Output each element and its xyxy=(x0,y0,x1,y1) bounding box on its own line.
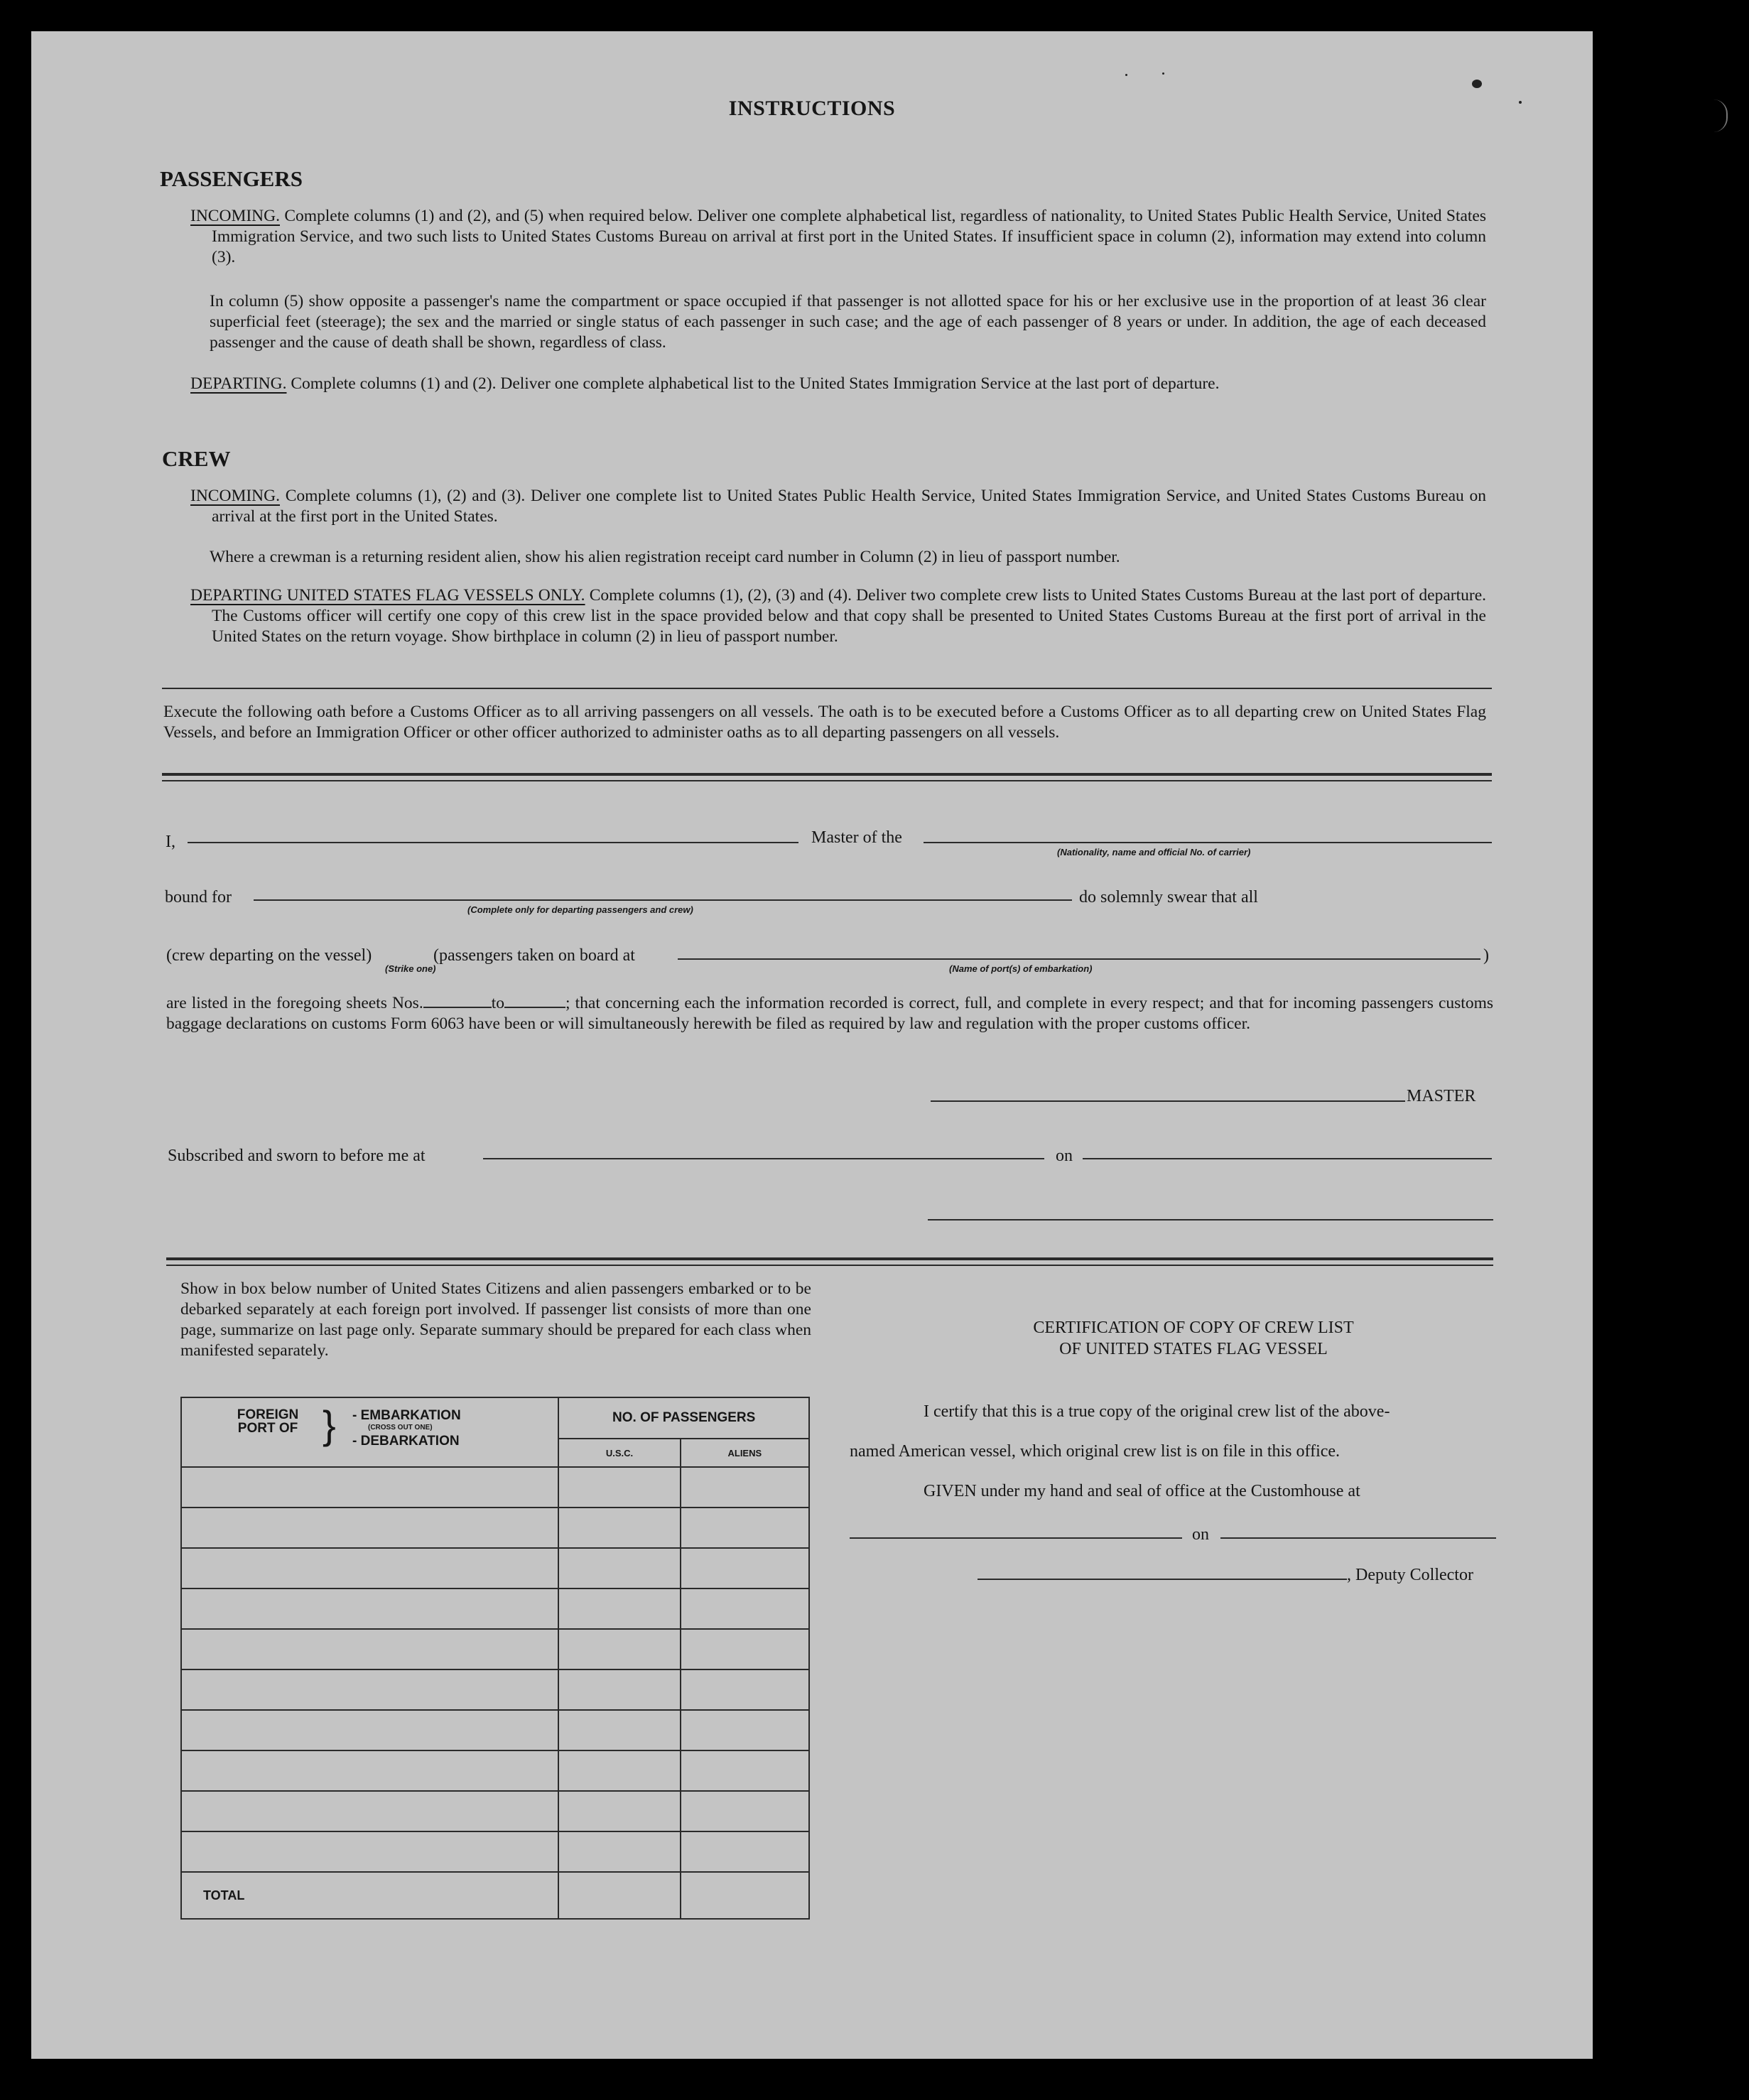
master-name-line[interactable] xyxy=(188,842,798,843)
table-row xyxy=(181,1669,809,1710)
port-cell[interactable] xyxy=(181,1750,558,1791)
passengers-taken-option: (passengers taken on board at xyxy=(433,946,635,965)
total-label: TOTAL xyxy=(181,1872,558,1919)
summary-instruction: Show in box below number of United States Citizens and alien passengers embarked or to be debarked separately at each foreign port involved. If passenger list consists of more than one page, summarize on last page only. Separate summary should be prepared for each class when manifested separately. xyxy=(180,1279,811,1360)
col-embark: - EMBARKATION xyxy=(352,1408,461,1423)
certification-heading-line2: OF UNITED STATES FLAG VESSEL xyxy=(1059,1340,1328,1358)
usc-cell[interactable] xyxy=(558,1669,680,1710)
passengers-incoming-lead: INCOMING. xyxy=(190,207,280,225)
usc-cell[interactable] xyxy=(558,1467,680,1508)
aliens-cell[interactable] xyxy=(681,1669,809,1710)
passengers-incoming xyxy=(190,206,1486,268)
col-debark: - DEBARKATION xyxy=(352,1434,460,1449)
crew-departing-lead: DEPARTING UNITED STATES FLAG VESSELS ONLY. xyxy=(190,586,585,605)
aliens-cell[interactable] xyxy=(681,1831,809,1872)
divider xyxy=(162,688,1492,689)
aliens-cell[interactable] xyxy=(681,1710,809,1750)
usc-cell[interactable] xyxy=(558,1791,680,1831)
usc-cell[interactable] xyxy=(558,1588,680,1629)
certification-line2: named American vessel, which original crew list is on file in this office. xyxy=(850,1442,1341,1461)
aliens-cell[interactable] xyxy=(681,1467,809,1508)
double-rule xyxy=(166,1265,1493,1266)
double-rule xyxy=(166,1257,1493,1260)
bound-for-line[interactable] xyxy=(254,899,1072,901)
brace-glyph: } xyxy=(323,1402,336,1447)
usc-cell[interactable] xyxy=(558,1831,680,1872)
subscribed-label: Subscribed and sworn to before me at xyxy=(168,1147,426,1165)
speck xyxy=(1472,80,1482,88)
sheet-to-blank[interactable] xyxy=(504,1007,565,1008)
certification-line1 xyxy=(888,1402,1390,1422)
solemnly-swear-label: do solemnly swear that all xyxy=(1079,888,1258,906)
port-header-cell xyxy=(181,1397,558,1467)
crew-resident: Where a crewman is a returning resident alien, show his alien registration receipt card number in Column (2) in lieu of passport number. xyxy=(210,548,1120,566)
certification-line3-text: GIVEN under my hand and seal of office at the Customhouse at xyxy=(924,1482,1360,1500)
passengers-incoming-text: Complete columns (1) and (2), and (5) when required below. Deliver one complete alphabetical list, regardless of nationality, to United States Public Health Service, United States Immigration Service, and two such lists to United States Customs Bureau on arrival at first port in the United States. If insufficient space in column (2), information may extend into column (3). xyxy=(212,207,1487,266)
aliens-cell[interactable] xyxy=(681,1548,809,1588)
speck xyxy=(1125,74,1127,76)
officer-signature-line[interactable] xyxy=(928,1219,1493,1221)
listed-to: to xyxy=(491,994,504,1012)
passengers-departing xyxy=(190,374,1486,394)
certification-date-line[interactable] xyxy=(1220,1537,1496,1539)
col-passengers: NO. OF PASSENGERS xyxy=(558,1397,809,1439)
nationality-caption: (Nationality, name and official No. of carrier) xyxy=(1057,847,1251,857)
strike-one-caption: (Strike one) xyxy=(385,963,436,974)
table-row xyxy=(181,1508,809,1548)
passengers-departing-text: Complete columns (1) and (2). Deliver one complete alphabetical list to the United States Immigration Service at the last port of departure. xyxy=(291,374,1220,393)
oath-i-label: I, xyxy=(166,833,175,851)
port-cell[interactable] xyxy=(181,1710,558,1750)
usc-cell[interactable] xyxy=(558,1548,680,1588)
passengers-column5: In column (5) show opposite a passenger's name the compartment or space occupied if that passenger is not allotted space for his or her exclusive use in the proportion of at least 36 clear superficial feet (steerage); the sex and the married or single status of each passenger in such case; and the age of each passenger of 8 years or under. In addition, the age of each deceased passenger and the cause of death shall be shown, regardless of class. xyxy=(210,292,1486,352)
usc-cell[interactable] xyxy=(558,1750,680,1791)
master-of-label: Master of the xyxy=(811,828,902,847)
table-row xyxy=(181,1710,809,1750)
form-page xyxy=(31,31,1593,2059)
port-cell[interactable] xyxy=(181,1508,558,1548)
port-cell[interactable] xyxy=(181,1791,558,1831)
usc-cell[interactable] xyxy=(558,1629,680,1669)
deputy-collector-label: , Deputy Collector xyxy=(1347,1566,1473,1584)
sheet-from-blank[interactable] xyxy=(423,1007,492,1008)
total-usc-cell[interactable] xyxy=(558,1872,680,1919)
listed-text-a: are listed in the foregoing sheets Nos. xyxy=(166,994,423,1012)
ports-caption: (Name of port(s) of embarkation) xyxy=(949,963,1093,974)
deputy-signature-line[interactable] xyxy=(978,1579,1347,1580)
certification-line1-text: I certify that this is a true copy of the original crew list of the above- xyxy=(924,1402,1390,1421)
col-usc: U.S.C. xyxy=(558,1439,680,1467)
sworn-place-line[interactable] xyxy=(483,1158,1044,1159)
page-edge-mark xyxy=(1712,99,1728,132)
usc-cell[interactable] xyxy=(558,1710,680,1750)
passengers-departing-lead: DEPARTING. xyxy=(190,374,287,393)
port-cell[interactable] xyxy=(181,1831,558,1872)
table-row xyxy=(181,1831,809,1872)
certification-on-label: on xyxy=(1192,1525,1209,1544)
page-title: INSTRUCTIONS xyxy=(728,97,896,120)
table-row xyxy=(181,1629,809,1669)
table-row xyxy=(181,1467,809,1508)
crew-incoming xyxy=(190,486,1486,527)
port-cell[interactable] xyxy=(181,1669,558,1710)
oath-instruction: Execute the following oath before a Customs Officer as to all arriving passengers on all vessels. The oath is to be executed before a Customs Officer as to all departing crew on United States Flag Vessels, and before an Immigration Officer or other officer authorized to administer oaths as to all departing passengers on all vessels. xyxy=(163,703,1486,742)
sworn-date-line[interactable] xyxy=(1083,1158,1492,1159)
total-row xyxy=(181,1872,809,1919)
certification-line3 xyxy=(888,1482,1360,1501)
aliens-cell[interactable] xyxy=(681,1508,809,1548)
aliens-cell[interactable] xyxy=(681,1791,809,1831)
port-cell[interactable] xyxy=(181,1629,558,1669)
crew-departing-text: Complete columns (1), (2), (3) and (4). Deliver two complete crew lists to United States Customs Bureau at the last port of departure. The Customs officer will certify one copy of this crew list in the space provided below and that copy shall be presented to United States Customs Bureau at the first port of arrival in the United States on the return voyage. Show birthplace in column (2) in lieu of passport number. xyxy=(212,586,1486,646)
customhouse-line[interactable] xyxy=(850,1537,1182,1539)
port-cell[interactable] xyxy=(181,1467,558,1508)
crew-incoming-text: Complete columns (1), (2) and (3). Deliver one complete list to United States Public Health Service, United States Immigration Service, and United States Customs Bureau on arrival at the first port in the United States. xyxy=(212,487,1486,526)
listed-text-b: ; that concerning each the information recorded is correct, full, and complete in every respect; and that for incoming passengers customs baggage declarations on customs Form 6063 have been or will simultaneously herewith be filed as required by law and regulation with the proper customs officer. xyxy=(166,994,1493,1033)
crew-heading: CREW xyxy=(162,446,231,471)
table-row xyxy=(181,1548,809,1588)
double-rule xyxy=(162,773,1492,776)
col-port: FOREIGN PORT OF xyxy=(237,1407,299,1436)
bound-for-label: bound for xyxy=(165,888,232,906)
double-rule xyxy=(162,780,1492,781)
table-row xyxy=(181,1750,809,1791)
complete-only-caption: (Complete only for departing passengers and crew) xyxy=(467,904,693,915)
usc-cell[interactable] xyxy=(558,1508,680,1548)
table-row xyxy=(181,1791,809,1831)
sworn-on-label: on xyxy=(1056,1147,1073,1165)
master-label: MASTER xyxy=(1407,1087,1476,1105)
crew-departing xyxy=(190,585,1486,647)
certification-heading xyxy=(881,1317,1506,1360)
close-paren: ) xyxy=(1483,946,1489,965)
embarkation-line[interactable] xyxy=(678,958,1480,960)
total-aliens-cell[interactable] xyxy=(681,1872,809,1919)
certification-heading-line1: CERTIFICATION OF COPY OF CREW LIST xyxy=(1033,1319,1354,1337)
cross-out-note: (CROSS OUT ONE) xyxy=(368,1424,433,1431)
col-aliens: ALIENS xyxy=(681,1439,809,1467)
passengers-heading: PASSENGERS xyxy=(160,166,303,191)
carrier-line[interactable] xyxy=(924,842,1492,843)
aliens-cell[interactable] xyxy=(681,1750,809,1791)
aliens-cell[interactable] xyxy=(681,1629,809,1669)
port-cell[interactable] xyxy=(181,1588,558,1629)
crew-incoming-lead: INCOMING. xyxy=(190,487,280,505)
crew-departing-option: (crew departing on the vessel) xyxy=(166,946,372,965)
listed-statement xyxy=(166,993,1493,1034)
master-signature-line[interactable] xyxy=(931,1100,1405,1102)
table-row xyxy=(181,1588,809,1629)
port-cell[interactable] xyxy=(181,1548,558,1588)
passenger-summary-table xyxy=(180,1397,810,1920)
speck xyxy=(1162,72,1164,75)
aliens-cell[interactable] xyxy=(681,1588,809,1629)
